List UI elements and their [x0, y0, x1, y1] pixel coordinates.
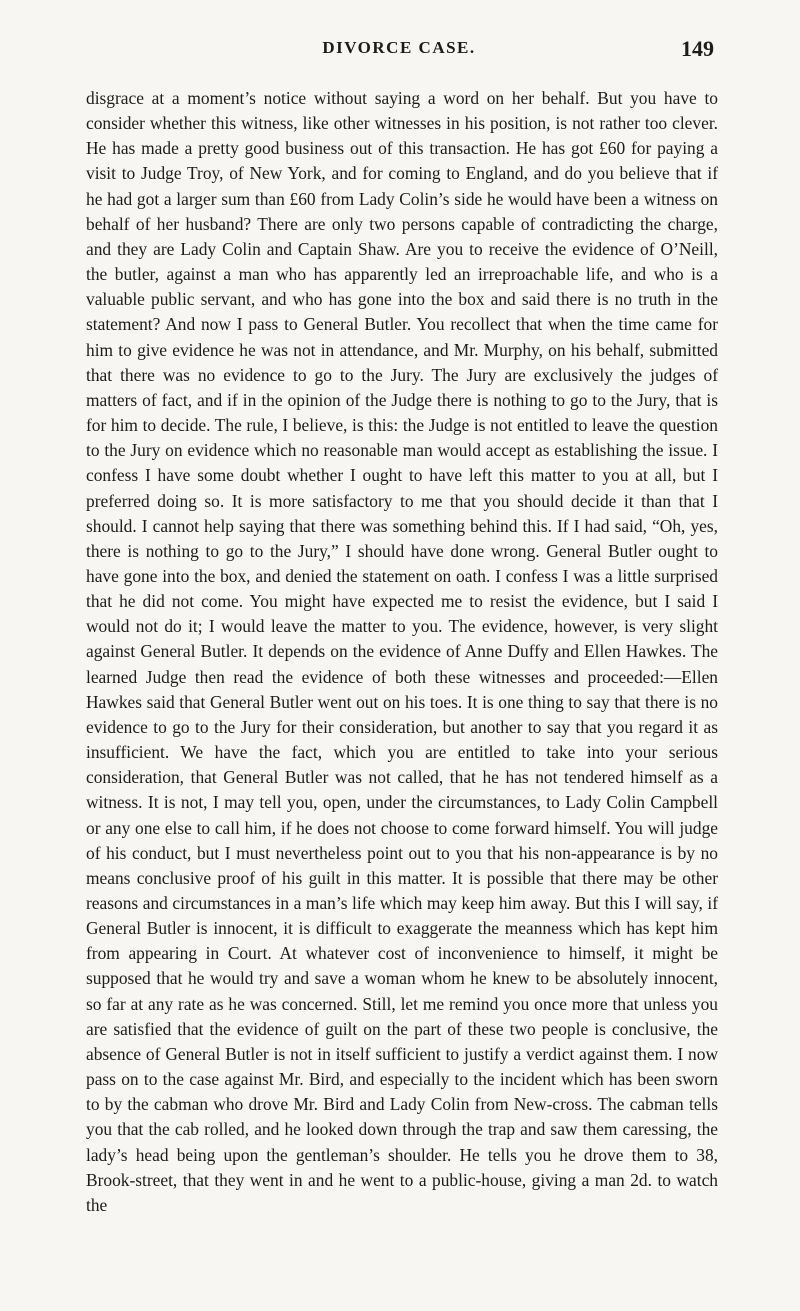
running-title: DIVORCE CASE.: [322, 38, 476, 57]
page-number: 149: [681, 36, 714, 61]
running-header: [84, 38, 714, 64]
body-paragraph: disgrace at a moment’s notice without saying a word on her behalf. But you have to consider whether this witness, like other witnesses in his position, is not rather too clever. He has made a pretty good business out of this transaction. He has got £60 for paying a visit to Judge Troy, of New York, and for coming to England, and do you believe that if he had got a larger sum than £60 from Lady Colin’s side he would have been a witness on behalf of her husband? There are only two persons capable of contradicting the charge, and they are Lady Colin and Captain Shaw. Are you to receive the evidence of O’Neill, the butler, against a man who has apparently led an irreproachable life, and who is a valuable public servant, and who has gone into the box and said there is no truth in the statement? And now I pass to General Butler. You recollect that when the time came for him to give evidence he was not in attendance, and Mr. Murphy, on his behalf, submitted that there was no evidence to go to the Jury. The Jury are exclusively the judges of matters of fact, and if in the opinion of the Judge there is nothing to go to the Jury, that is for him to decide. The rule, I believe, is this: the Judge is not entitled to leave the question to the Jury on evidence which no reasonable man would accept as establishing the issue. I confess I have some doubt whether I ought to have left this matter to you at all, but I preferred doing so. It is more satisfactory to me that you should decide it than that I should. I cannot help saying that there was something behind this. If I had said, “Oh, yes, there is nothing to go to the Jury,” I should have done wrong. General Butler ought to have gone into the box, and denied the statement on oath. I confess I was a little surprised that he did not come. You might have expected me to resist the evidence, but I said I would not do it; I would leave the matter to you. The evidence, however, is very slight against General Butler. It depends on the evidence of Anne Duffy and Ellen Hawkes. The learned Judge then read the evidence of both these witnesses and proceeded:—Ellen Hawkes said that General Butler went out on his toes. It is one thing to say that there is no evidence to go to the Jury for their consideration, but another to say that you regard it as insufficient. We have the fact, which you are entitled to take into your serious consideration, that General Butler was not called, that he has not tendered himself as a witness. It is not, I may tell you, open, under the circumstances, to Lady Colin Campbell or any one else to call him, if he does not choose to come forward himself. You will judge of his conduct, but I must nevertheless point out to you that his non-appearance is by no means conclusive proof of his guilt in this matter. It is possible that there may be other reasons and circumstances in a man’s life which may keep him away. But this I will say, if General Butler is innocent, it is difficult to exaggerate the meanness which has kept him from appearing in Court. At whatever cost of inconvenience to himself, it might be supposed that he would try and save a woman whom he knew to be absolutely innocent, so far at any rate as he was concerned. Still, let me remind you once more that unless you are satisfied that the evidence of guilt on the part of these two people is conclusive, the absence of General Butler is not in itself sufficient to justify a verdict against them. I now pass on to the case against Mr. Bird, and especially to the incident which has been sworn to by the cabman who drove Mr. Bird and Lady Colin from New-cross. The cabman tells you that the cab rolled, and he looked down through the trap and saw them caressing, the lady’s head being upon the gentleman’s shoulder. He tells you he drove them to 38, Brook-street, that they went in and he went to a public-house, giving a man 2d. to watch the: [86, 88, 718, 1215]
